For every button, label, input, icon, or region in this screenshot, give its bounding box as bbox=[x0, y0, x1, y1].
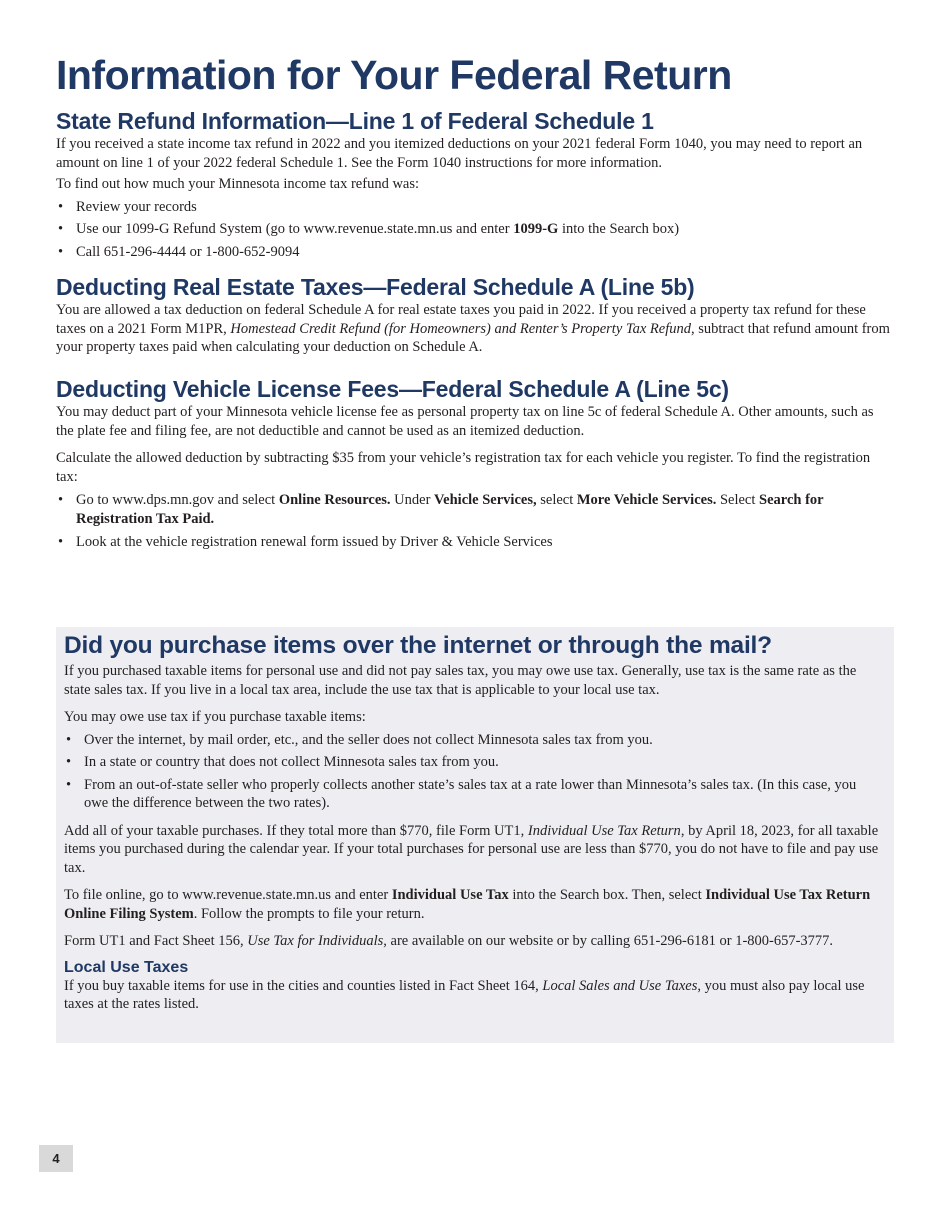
real-estate-heading: Deducting Real Estate Taxes—Federal Schedule A (Line 5b) bbox=[56, 274, 695, 300]
real-estate-para: You are allowed a tax deduction on federal Schedule A for real estate taxes you paid in 2022. If you received a property tax refund for these taxes on a 2021 Form M1PR, Homestead Credit Refund (for Homeowners) and Renter’s Property Tax Refund, subtract that refund amount from your property taxes paid when calculating your deduction on Schedule A. bbox=[56, 302, 890, 355]
use-tax-list bbox=[64, 731, 884, 813]
list-item: • Look at the vehicle registration renewal form issued by Driver & Vehicle Services bbox=[56, 533, 894, 552]
vehicle-list bbox=[56, 491, 894, 552]
use-tax-para1: If you purchased taxable items for personal use and did not pay sales tax, you may owe use tax. Generally, use tax is the same rate as the state sales tax. If you live in a local tax area, include the use tax that is applicable to your local use tax. bbox=[64, 663, 857, 698]
use-tax-para6: If you buy taxable items for use in the cities and counties listed in Fact Sheet 164, Local Sales and Use Taxes, you must also pay local use taxes at the rates listed. bbox=[64, 977, 865, 1012]
vehicle-para1: You may deduct part of your Minnesota vehicle license fee as personal property tax on line 5c of federal Schedule A. Other amounts, such as the plate fee and filing fee, are not deductible and cannot be used as an itemized deduction. bbox=[56, 404, 874, 439]
state-refund-list bbox=[56, 198, 894, 262]
vehicle-section bbox=[56, 376, 894, 552]
real-estate-section bbox=[56, 274, 894, 357]
list-item: • In a state or country that does not collect Minnesota sales tax from you. bbox=[64, 753, 884, 772]
list-item: • Use our 1099-G Refund System (go to www.revenue.state.mn.us and enter 1099-G into the Search box) bbox=[56, 220, 894, 239]
state-refund-section bbox=[56, 108, 894, 261]
list-item: • Call 651-296-4444 or 1-800-652-9094 bbox=[56, 243, 894, 262]
local-use-taxes-heading: Local Use Taxes bbox=[64, 958, 189, 976]
list-item: • Review your records bbox=[56, 198, 894, 217]
page-number: 4 bbox=[39, 1145, 73, 1172]
use-tax-heading: Did you purchase items over the internet or through the mail? bbox=[64, 632, 772, 659]
use-tax-para2: You may owe use tax if you purchase taxable items: bbox=[64, 709, 366, 725]
vehicle-heading: Deducting Vehicle License Fees—Federal Schedule A (Line 5c) bbox=[56, 376, 729, 402]
vehicle-para2: Calculate the allowed deduction by subtracting $35 from your vehicle’s registration tax for each vehicle you register. To find the registration tax: bbox=[56, 450, 871, 485]
page-title: Information for Your Federal Return bbox=[56, 52, 732, 98]
list-item: • Go to www.dps.mn.gov and select Online Resources. Under Vehicle Services, select More Vehicle Services. Select Search for Registration Tax Paid. bbox=[56, 491, 894, 528]
use-tax-box bbox=[56, 627, 894, 1043]
use-tax-para4: To file online, go to www.revenue.state.mn.us and enter Individual Use Tax into the Search box. Then, select Individual Use Tax Return Online Filing System. Follow the prompts to file your return. bbox=[64, 887, 871, 922]
state-refund-para2: To find out how much your Minnesota income tax refund was: bbox=[56, 176, 420, 192]
use-tax-para3: Add all of your taxable purchases. If they total more than $770, file Form UT1, Individual Use Tax Return, by April 18, 2023, for all taxable items you purchased during the calendar year. If your total purchases for personal use are less than $770, you do not have to file and pay use tax. bbox=[64, 822, 879, 876]
list-item: • From an out-of-state seller who properly collects another state’s sales tax at a rate lower than Minnesota’s sales tax. (In this case, you owe the difference between the two rates). bbox=[64, 776, 884, 813]
state-refund-heading: State Refund Information—Line 1 of Federal Schedule 1 bbox=[56, 108, 654, 134]
state-refund-para1: If you received a state income tax refund in 2022 and you itemized deductions on your 2021 federal Form 1040, you may need to report an amount on line 1 of your 2022 federal Schedule 1. See the Form 1040 instructions for more information. bbox=[56, 136, 863, 171]
list-item: • Over the internet, by mail order, etc., and the seller does not collect Minnesota sales tax from you. bbox=[64, 731, 884, 750]
use-tax-para5: Form UT1 and Fact Sheet 156, Use Tax for Individuals, are available on our website or by calling 651-296-6181 or 1-800-657-3777. bbox=[64, 933, 834, 949]
